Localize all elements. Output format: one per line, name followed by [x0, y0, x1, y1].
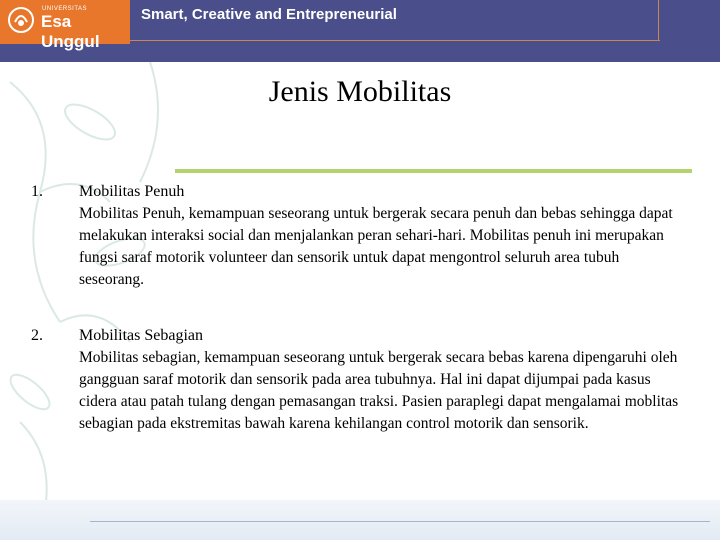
item-body: Mobilitas Penuh, kemampuan seseorang untuk bergerak secara penuh dan bebas sehingga dapat melakukan interaksi social dan menjalankan peran sehari-hari. Mobilitas penuh ini merupakan fungsi saraf motorik volunteer dan sensorik untuk dapat mengontrol seluruh area tubuh seseorang.: [79, 205, 673, 288]
item-number: 2.: [31, 327, 43, 344]
background-leaf-pattern: [0, 62, 720, 540]
tagline: Smart, Creative and Entrepreneurial: [141, 6, 397, 23]
title-underline: [175, 169, 692, 173]
logo-subtitle: UNIVERSITAS: [42, 6, 88, 12]
logo-emblem-icon: [7, 6, 35, 34]
slide-title: Jenis Mobilitas: [268, 75, 452, 108]
footer-bar: [0, 500, 720, 540]
logo-name: Esa Unggul: [41, 12, 100, 51]
item-number: 1.: [31, 183, 43, 200]
header-divider: [130, 40, 660, 41]
item-heading: Mobilitas Sebagian: [79, 327, 203, 344]
university-logo: [0, 0, 130, 51]
item-heading: Mobilitas Penuh: [79, 183, 185, 200]
header-bar: [0, 0, 720, 62]
footer-divider: [90, 521, 710, 522]
header-divider-vertical: [658, 0, 659, 40]
item-body: Mobilitas sebagian, kemampuan seseorang untuk bergerak secara bebas karena dipengaruhi oleh gangguan saraf motorik dan sensorik pada area tubuhnya. Hal ini dapat dijumpai pada kasus cidera atau patah tulang dengan pemasangan traksi. Pasien paraplegi dapat mengalamai moblitas sebagian pada ekstremitas bawah karena kehilangan control motorik dan sensorik.: [79, 349, 679, 432]
